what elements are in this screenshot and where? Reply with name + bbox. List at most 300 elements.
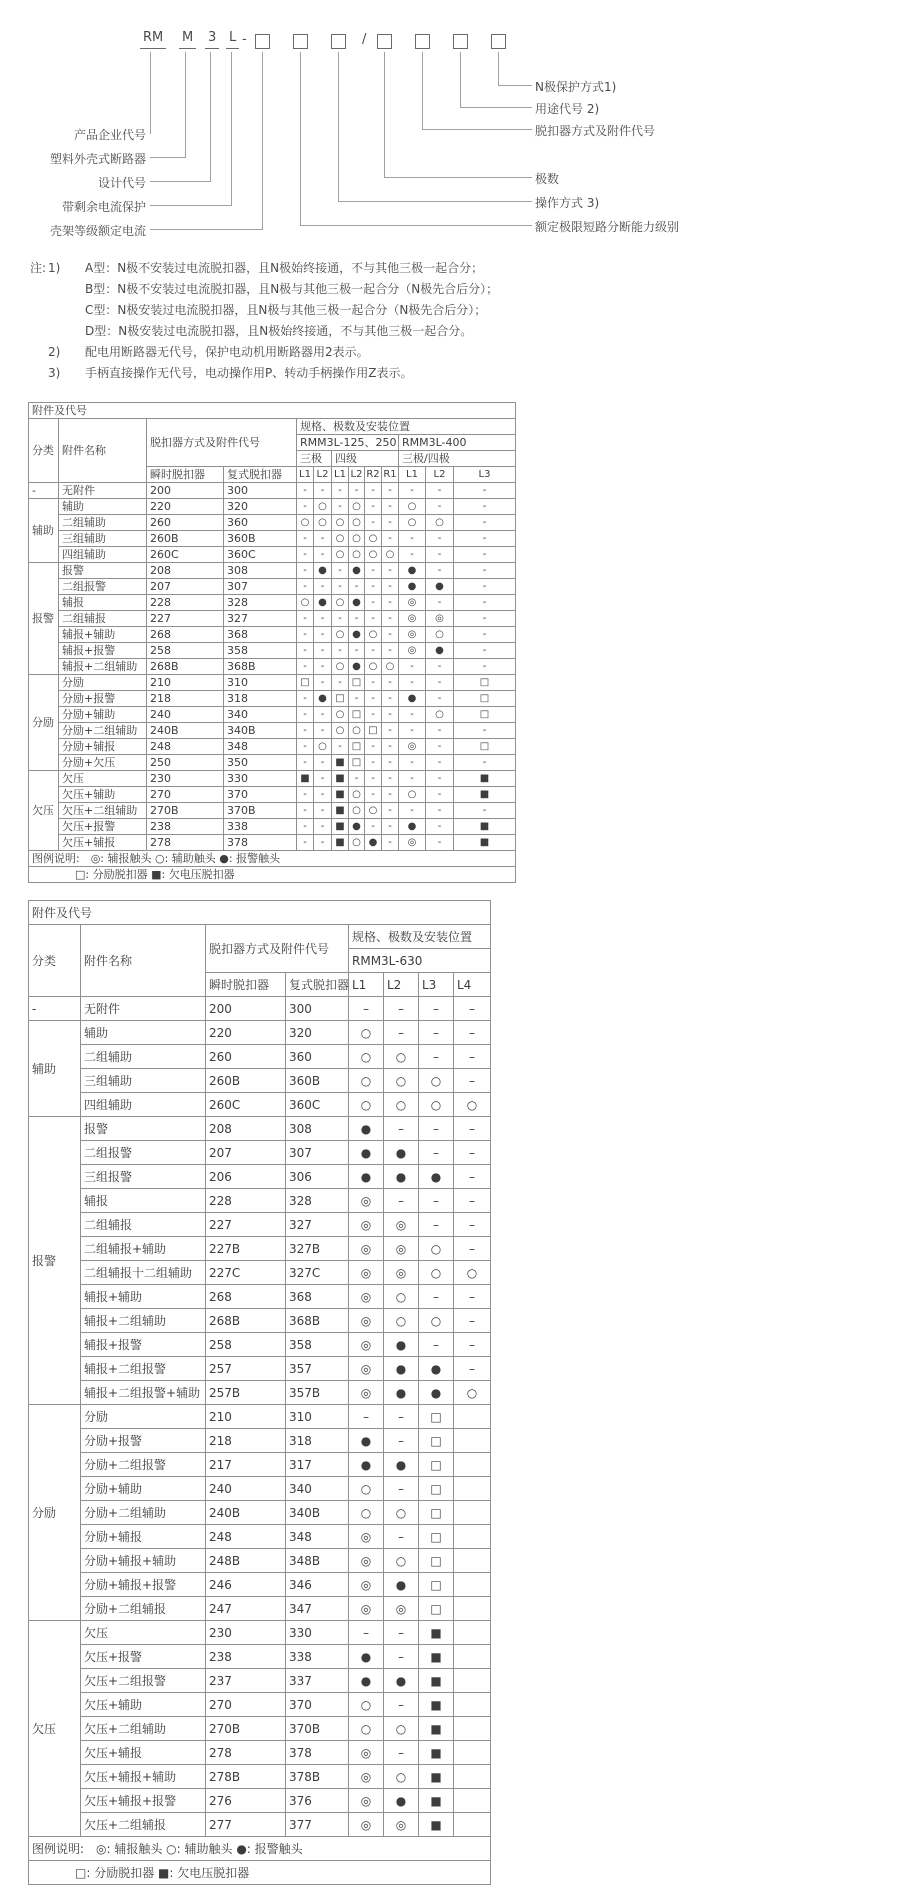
position-symbol-cell: ○ <box>349 547 365 563</box>
position-symbol-cell: ○ <box>349 1069 384 1093</box>
position-symbol-cell <box>454 1813 491 1837</box>
accessory-name-cell: 欠压+辅报 <box>81 1741 206 1765</box>
col-header-name: 附件名称 <box>59 419 147 483</box>
col-header-position: R2 <box>365 467 382 483</box>
position-symbol-cell: - <box>399 723 426 739</box>
position-symbol-cell: - <box>426 819 454 835</box>
table-row <box>29 1621 491 1645</box>
position-symbol-cell: – <box>384 1021 419 1045</box>
accessory-name-cell: 分励+二组辅助 <box>59 723 147 739</box>
position-symbol-cell: ■ <box>419 1693 454 1717</box>
instant-code-cell: 247 <box>206 1597 286 1621</box>
position-symbol-cell: ◎ <box>399 627 426 643</box>
position-symbol-cell: - <box>426 595 454 611</box>
position-symbol-cell: ○ <box>419 1237 454 1261</box>
position-symbol-cell <box>454 1621 491 1645</box>
instant-code-cell: 217 <box>206 1453 286 1477</box>
position-symbol-cell: ● <box>349 1645 384 1669</box>
position-symbol-cell: ◎ <box>384 1261 419 1285</box>
position-symbol-cell: – <box>384 1621 419 1645</box>
position-symbol-cell: ● <box>384 1165 419 1189</box>
table-row <box>29 1429 491 1453</box>
note-number: 1) <box>48 261 61 275</box>
table-row <box>29 1093 491 1117</box>
position-symbol-cell: - <box>426 787 454 803</box>
position-symbol-cell: ○ <box>365 531 382 547</box>
position-symbol-cell: - <box>454 483 516 499</box>
position-symbol-cell: - <box>454 499 516 515</box>
accessory-name-cell: 四组辅助 <box>59 547 147 563</box>
compound-code-cell: 320 <box>224 499 297 515</box>
position-symbol-cell: – <box>384 1117 419 1141</box>
position-symbol-cell: - <box>382 595 399 611</box>
position-symbol-cell: – <box>454 1165 491 1189</box>
position-symbol-cell: - <box>454 579 516 595</box>
compound-code-cell: 340B <box>224 723 297 739</box>
position-symbol-cell: ◎ <box>349 1573 384 1597</box>
position-symbol-cell: - <box>314 627 332 643</box>
instant-code-cell: 227 <box>147 611 224 627</box>
instant-code-cell: 228 <box>147 595 224 611</box>
note-text: 手柄直接操作无代号，电动操作用P、转动手柄操作用Z表示。 <box>85 366 413 380</box>
position-symbol-cell: – <box>419 1141 454 1165</box>
position-symbol-cell: ● <box>419 1381 454 1405</box>
position-symbol-cell: ■ <box>419 1789 454 1813</box>
position-symbol-cell: - <box>349 691 365 707</box>
position-symbol-cell: ● <box>384 1141 419 1165</box>
accessory-name-cell: 分励+二组辅报 <box>81 1597 206 1621</box>
position-symbol-cell: - <box>426 691 454 707</box>
position-symbol-cell: ◎ <box>384 1237 419 1261</box>
position-symbol-cell: - <box>314 675 332 691</box>
col-header-code: 脱扣器方式及附件代号 <box>206 925 349 973</box>
instant-code-cell: 278 <box>206 1741 286 1765</box>
position-symbol-cell <box>454 1789 491 1813</box>
position-symbol-cell: ◎ <box>349 1189 384 1213</box>
accessory-name-cell: 辅报+辅助 <box>59 627 147 643</box>
table-row <box>29 1789 491 1813</box>
position-symbol-cell: - <box>297 547 314 563</box>
position-symbol-cell: - <box>314 483 332 499</box>
table-row <box>29 1549 491 1573</box>
position-symbol-cell: - <box>314 659 332 675</box>
position-symbol-cell: ● <box>384 1333 419 1357</box>
position-symbol-cell: - <box>382 515 399 531</box>
col-header-compound: 复式脱扣器 <box>224 467 297 483</box>
table-row <box>29 1597 491 1621</box>
accessory-name-cell: 辅助 <box>59 499 147 515</box>
accessory-name-cell: 分励+辅报 <box>59 739 147 755</box>
code-segment: M <box>179 30 196 49</box>
connector-line <box>300 52 532 226</box>
position-symbol-cell: – <box>419 1117 454 1141</box>
header-row <box>29 419 516 435</box>
position-symbol-cell: - <box>426 739 454 755</box>
position-symbol-cell: - <box>314 787 332 803</box>
position-symbol-cell: - <box>399 803 426 819</box>
position-symbol-cell: ● <box>384 1669 419 1693</box>
diagram-label: 带剩余电流保护 <box>61 200 146 214</box>
accessory-name-cell: 欠压 <box>81 1621 206 1645</box>
compound-code-cell: 327B <box>286 1237 349 1261</box>
instant-code-cell: 210 <box>147 675 224 691</box>
position-symbol-cell: - <box>365 643 382 659</box>
position-symbol-cell: ○ <box>349 1717 384 1741</box>
table-row <box>29 1813 491 1837</box>
position-symbol-cell: - <box>297 707 314 723</box>
instant-code-cell: 258 <box>147 643 224 659</box>
accessory-name-cell: 分励+辅助 <box>59 707 147 723</box>
instant-code-cell: 220 <box>147 499 224 515</box>
position-symbol-cell: ● <box>426 579 454 595</box>
instant-code-cell: 208 <box>206 1117 286 1141</box>
position-symbol-cell: - <box>426 499 454 515</box>
note-text: D型：N极安装过电流脱扣器，且N极始终接通，不与其他三极一起合分。 <box>85 324 473 338</box>
position-symbol-cell: - <box>314 547 332 563</box>
position-symbol-cell: – <box>454 1141 491 1165</box>
position-symbol-cell: - <box>314 611 332 627</box>
col-header-4pole: 四级 <box>332 451 399 467</box>
position-symbol-cell: - <box>454 595 516 611</box>
position-symbol-cell <box>454 1453 491 1477</box>
position-symbol-cell: ● <box>314 691 332 707</box>
compound-code-cell: 357 <box>286 1357 349 1381</box>
position-symbol-cell: - <box>332 675 349 691</box>
accessory-name-cell: 二组辅报 <box>59 611 147 627</box>
position-symbol-cell: ■ <box>454 835 516 851</box>
compound-code-cell: 370 <box>286 1693 349 1717</box>
position-symbol-cell: ○ <box>349 1477 384 1501</box>
position-symbol-cell: - <box>426 771 454 787</box>
position-symbol-cell: ○ <box>365 803 382 819</box>
table-title: 附件及代号 <box>29 403 516 419</box>
accessory-name-cell: 分励+二组报警 <box>81 1453 206 1477</box>
instant-code-cell: 246 <box>206 1573 286 1597</box>
position-symbol-cell: ● <box>314 595 332 611</box>
position-symbol-cell: ◎ <box>349 1741 384 1765</box>
compound-code-cell: 318 <box>224 691 297 707</box>
position-symbol-cell: - <box>297 627 314 643</box>
instant-code-cell: 268B <box>206 1309 286 1333</box>
position-symbol-cell: - <box>332 579 349 595</box>
position-symbol-cell: ■ <box>454 787 516 803</box>
position-symbol-cell: - <box>399 483 426 499</box>
compound-code-cell: 327 <box>224 611 297 627</box>
compound-code-cell: 300 <box>286 997 349 1021</box>
accessory-name-cell: 欠压+报警 <box>81 1645 206 1669</box>
position-symbol-cell: - <box>454 611 516 627</box>
position-symbol-cell: ◎ <box>384 1597 419 1621</box>
compound-code-cell: 360 <box>286 1045 349 1069</box>
instant-code-cell: 240B <box>147 723 224 739</box>
diagram-label: 塑料外壳式断路器 <box>49 152 146 166</box>
position-symbol-cell: – <box>419 1333 454 1357</box>
position-symbol-cell: ◎ <box>399 643 426 659</box>
note-text: 配电用断路器无代号，保护电动机用断路器用2表示。 <box>85 345 369 359</box>
position-symbol-cell: ○ <box>384 1549 419 1573</box>
note-prefix <box>30 342 48 363</box>
position-symbol-cell: ■ <box>332 771 349 787</box>
table-row <box>29 595 516 611</box>
position-symbol-cell: ■ <box>454 819 516 835</box>
position-symbol-cell: - <box>382 531 399 547</box>
position-symbol-cell: – <box>419 1045 454 1069</box>
position-symbol-cell: ◎ <box>349 1213 384 1237</box>
table-row <box>29 579 516 595</box>
instant-code-cell: 278B <box>206 1765 286 1789</box>
col-header-3pole: 三极 <box>297 451 332 467</box>
position-symbol-cell: □ <box>454 707 516 723</box>
position-symbol-cell: - <box>426 755 454 771</box>
position-symbol-cell: - <box>314 803 332 819</box>
position-symbol-cell: - <box>426 803 454 819</box>
note-number: 2) <box>48 345 61 359</box>
note-text: A型：N极不安装过电流脱扣器，且N极始终接通，不与其他三极一起合分； <box>85 261 484 275</box>
compound-code-cell: 308 <box>224 563 297 579</box>
compound-code-cell: 348B <box>286 1549 349 1573</box>
position-symbol-cell: - <box>365 707 382 723</box>
col-header-category: 分类 <box>29 419 59 483</box>
code-segment: L <box>226 30 239 49</box>
position-symbol-cell: ○ <box>349 515 365 531</box>
category-cell: 报警 <box>29 1117 81 1405</box>
position-symbol-cell: ◎ <box>349 1261 384 1285</box>
instant-code-cell: 248 <box>147 739 224 755</box>
accessory-name-cell: 分励 <box>81 1405 206 1429</box>
position-symbol-cell: ● <box>349 1453 384 1477</box>
position-symbol-cell: - <box>365 515 382 531</box>
accessory-name-cell: 三组辅助 <box>59 531 147 547</box>
position-symbol-cell: ● <box>349 1669 384 1693</box>
col-header-name: 附件名称 <box>81 925 206 997</box>
diagram-label: 额定极限短路分断能力级别 <box>535 220 680 234</box>
position-symbol-cell: - <box>297 483 314 499</box>
instant-code-cell: 258 <box>206 1333 286 1357</box>
position-symbol-cell: - <box>365 691 382 707</box>
position-symbol-cell: - <box>454 723 516 739</box>
position-symbol-cell: - <box>314 643 332 659</box>
table-row <box>29 499 516 515</box>
instant-code-cell: 237 <box>206 1669 286 1693</box>
position-symbol-cell: ○ <box>365 627 382 643</box>
position-symbol-cell: - <box>314 819 332 835</box>
position-symbol-cell <box>454 1645 491 1669</box>
accessory-name-cell: 二组辅报十二组辅助 <box>81 1261 206 1285</box>
compound-code-cell: 350 <box>224 755 297 771</box>
position-symbol-cell: - <box>365 499 382 515</box>
compound-code-cell: 348 <box>286 1525 349 1549</box>
position-symbol-cell: - <box>297 739 314 755</box>
position-symbol-cell: ○ <box>349 531 365 547</box>
position-symbol-cell: - <box>382 483 399 499</box>
accessory-name-cell: 分励 <box>59 675 147 691</box>
position-symbol-cell: - <box>454 643 516 659</box>
position-symbol-cell: - <box>297 723 314 739</box>
position-symbol-cell: - <box>454 547 516 563</box>
compound-code-cell: 318 <box>286 1429 349 1453</box>
category-cell: 欠压 <box>29 1621 81 1837</box>
instant-code-cell: 250 <box>147 755 224 771</box>
position-symbol-cell: ● <box>399 819 426 835</box>
position-symbol-cell: ● <box>399 691 426 707</box>
position-symbol-cell: - <box>454 627 516 643</box>
position-symbol-cell: ○ <box>349 835 365 851</box>
position-symbol-cell: – <box>454 1213 491 1237</box>
compound-code-cell: 360C <box>286 1093 349 1117</box>
position-symbol-cell: □ <box>419 1429 454 1453</box>
instant-code-cell: 207 <box>206 1141 286 1165</box>
position-symbol-cell: ◎ <box>349 1813 384 1837</box>
legend-row <box>29 1861 491 1885</box>
position-symbol-cell: ○ <box>349 803 365 819</box>
position-symbol-cell: ○ <box>426 707 454 723</box>
position-symbol-cell: □ <box>454 675 516 691</box>
position-symbol-cell <box>454 1597 491 1621</box>
position-symbol-cell: □ <box>349 675 365 691</box>
instant-code-cell: 260B <box>206 1069 286 1093</box>
accessory-name-cell: 欠压+辅报+辅助 <box>81 1765 206 1789</box>
col-header-position: L3 <box>454 467 516 483</box>
compound-code-cell: 370B <box>224 803 297 819</box>
position-symbol-cell: - <box>382 755 399 771</box>
position-symbol-cell: ○ <box>332 659 349 675</box>
position-symbol-cell <box>454 1693 491 1717</box>
position-symbol-cell: ● <box>349 1141 384 1165</box>
position-symbol-cell: ● <box>384 1357 419 1381</box>
position-symbol-cell: ◎ <box>349 1309 384 1333</box>
position-symbol-cell: - <box>382 499 399 515</box>
position-symbol-cell: - <box>382 579 399 595</box>
instant-code-cell: 270B <box>147 803 224 819</box>
position-symbol-cell: ● <box>349 1117 384 1141</box>
col-header-instant: 瞬时脱扣器 <box>147 467 224 483</box>
position-symbol-cell: - <box>382 739 399 755</box>
compound-code-cell: 340 <box>286 1477 349 1501</box>
table-row <box>29 1717 491 1741</box>
instant-code-cell: 238 <box>147 819 224 835</box>
position-symbol-cell: - <box>297 563 314 579</box>
position-symbol-cell: - <box>426 659 454 675</box>
accessory-name-cell: 三组辅助 <box>81 1069 206 1093</box>
col-header-position: L1 <box>332 467 349 483</box>
position-symbol-cell: - <box>332 483 349 499</box>
position-symbol-cell: – <box>384 1189 419 1213</box>
instant-code-cell: 260 <box>147 515 224 531</box>
position-symbol-cell: - <box>365 579 382 595</box>
note-number <box>48 279 85 300</box>
position-symbol-cell: – <box>419 1189 454 1213</box>
position-symbol-cell: – <box>454 1117 491 1141</box>
position-symbol-cell: - <box>297 579 314 595</box>
table-row <box>29 1669 491 1693</box>
category-cell: 报警 <box>29 563 59 675</box>
category-cell: 欠压 <box>29 771 59 851</box>
position-symbol-cell: ○ <box>365 659 382 675</box>
category-cell: 辅助 <box>29 1021 81 1117</box>
table-row <box>29 1381 491 1405</box>
position-symbol-cell: ○ <box>349 1021 384 1045</box>
compound-code-cell: 360C <box>224 547 297 563</box>
accessory-name-cell: 欠压+辅报 <box>59 835 147 851</box>
position-symbol-cell: ○ <box>349 723 365 739</box>
instant-code-cell: 277 <box>206 1813 286 1837</box>
position-symbol-cell: - <box>399 707 426 723</box>
table-row <box>29 819 516 835</box>
position-symbol-cell: ● <box>365 835 382 851</box>
accessory-name-cell: 二组辅助 <box>81 1045 206 1069</box>
legend-row <box>29 1837 491 1861</box>
position-symbol-cell: - <box>426 483 454 499</box>
position-symbol-cell: ○ <box>349 1501 384 1525</box>
diagram-label: 壳架等级额定电流 <box>49 224 146 238</box>
position-symbol-cell: - <box>332 563 349 579</box>
col-header-position: L2 <box>426 467 454 483</box>
col-header-position: L2 <box>314 467 332 483</box>
position-symbol-cell: ■ <box>419 1813 454 1837</box>
note-line <box>30 279 498 300</box>
legend-line-1: 图例说明: ◎: 辅报触头 ○: 辅助触头 ●: 报警触头 <box>29 851 516 867</box>
instant-code-cell: 270 <box>206 1693 286 1717</box>
position-symbol-cell: - <box>297 499 314 515</box>
position-symbol-cell: ■ <box>332 819 349 835</box>
table-title: 附件及代号 <box>29 901 491 925</box>
position-symbol-cell: – <box>454 1309 491 1333</box>
legend-line-2: □: 分励脱扣器 ■: 欠电压脱扣器 <box>29 1861 491 1885</box>
position-symbol-cell: - <box>399 771 426 787</box>
position-symbol-cell: ● <box>349 819 365 835</box>
col-header-position: L1 <box>399 467 426 483</box>
compound-code-cell: 307 <box>224 579 297 595</box>
accessory-name-cell: 欠压+辅助 <box>81 1693 206 1717</box>
compound-code-cell: 330 <box>286 1621 349 1645</box>
position-symbol-cell: □ <box>297 675 314 691</box>
instant-code-cell: 270 <box>147 787 224 803</box>
position-symbol-cell: – <box>349 997 384 1021</box>
position-symbol-cell: - <box>399 675 426 691</box>
position-symbol-cell: ○ <box>384 1285 419 1309</box>
accessory-name-cell: 无附件 <box>59 483 147 499</box>
table-row <box>29 1237 491 1261</box>
compound-code-cell: 377 <box>286 1813 349 1837</box>
connector-line <box>150 52 263 230</box>
position-symbol-cell: - <box>297 691 314 707</box>
table-row <box>29 1405 491 1429</box>
instant-code-cell: 240 <box>206 1477 286 1501</box>
note-text: C型：N极安装过电流脱扣器，且N极与其他三极一起合分（N极先合后分）； <box>85 303 487 317</box>
table-row <box>29 739 516 755</box>
accessory-name-cell: 分励+辅报+辅助 <box>81 1549 206 1573</box>
position-symbol-cell: - <box>382 643 399 659</box>
position-symbol-cell: – <box>454 1285 491 1309</box>
table-row <box>29 515 516 531</box>
position-symbol-cell: - <box>314 707 332 723</box>
position-symbol-cell: ■ <box>332 803 349 819</box>
instant-code-cell: 200 <box>147 483 224 499</box>
accessory-name-cell: 分励+辅助 <box>81 1477 206 1501</box>
position-symbol-cell: – <box>384 1477 419 1501</box>
instant-code-cell: 230 <box>147 771 224 787</box>
position-symbol-cell: ● <box>426 643 454 659</box>
accessory-name-cell: 分励+二组辅助 <box>81 1501 206 1525</box>
accessory-name-cell: 欠压+辅助 <box>59 787 147 803</box>
position-symbol-cell: – <box>384 1645 419 1669</box>
position-symbol-cell: ● <box>349 627 365 643</box>
col-header-3-4pole: 三极/四极 <box>399 451 516 467</box>
table-row <box>29 1357 491 1381</box>
instant-code-cell: 268B <box>147 659 224 675</box>
position-symbol-cell: – <box>454 997 491 1021</box>
position-symbol-cell: - <box>426 563 454 579</box>
